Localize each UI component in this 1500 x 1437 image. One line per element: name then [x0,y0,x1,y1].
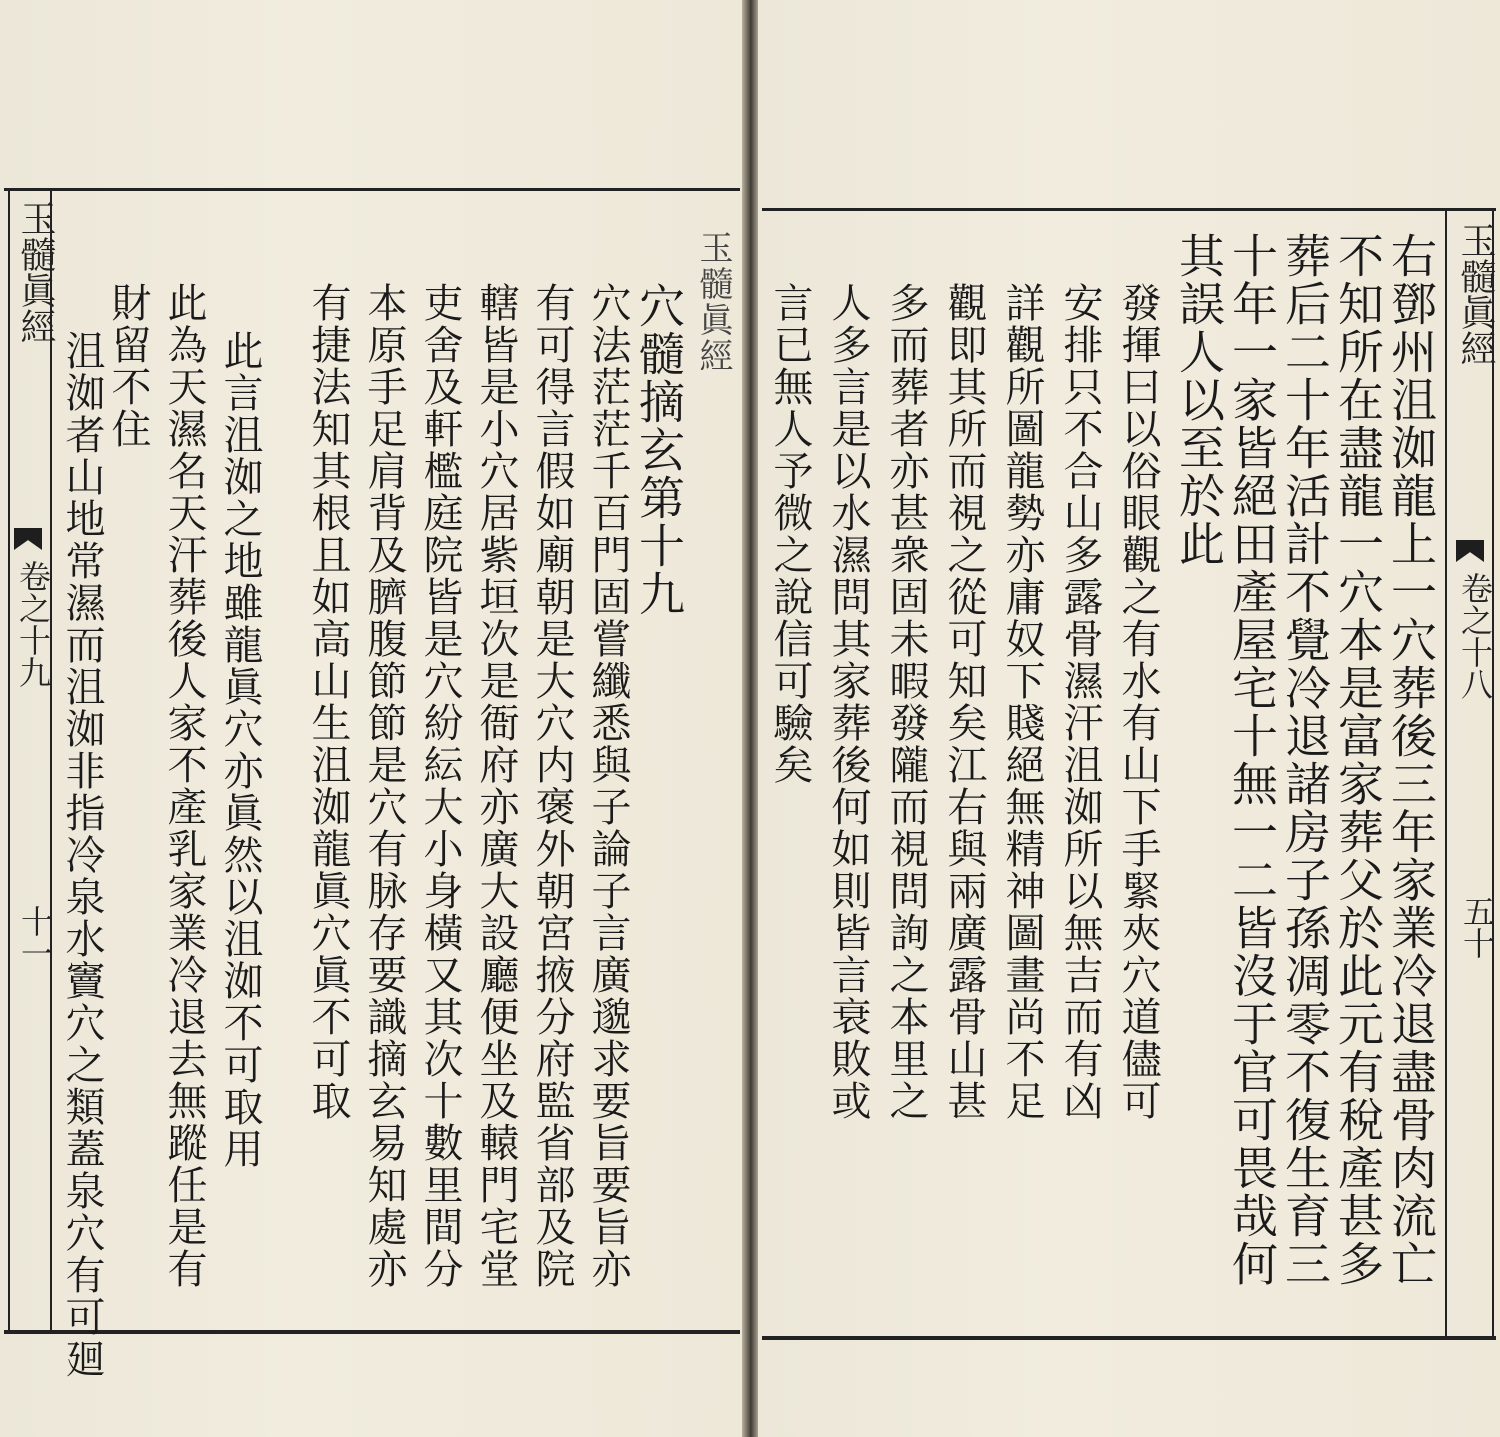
right-col-4: 十年一家皆絕田產屋宅十無一二皆沒于官可畏哉何 [1225,232,1279,1288]
left-col-9: 此為天濕名天汗葬後人家不產乳家業冷退去無蹤任是有 [161,282,207,1290]
left-col-3: 有可得言假如廟朝是大穴内褒外朝宮掖分府監省部及院 [529,282,575,1290]
left-col-10: 財留不住 [105,282,151,450]
right-col-10: 多而葬者亦甚衆固未暇發隴而視問詢之本里之 [883,282,929,1122]
left-col-1: 穴髓摘玄第十九 [632,282,686,618]
left-col-2: 穴法茫茫千百門固嘗纖悉與子論子言廣邈求要旨要旨亦 [585,282,631,1290]
left-margin-chapter: 卷之十九 [14,560,52,688]
right-col-11: 人多言是以水濕問其家葬後何如則皆言衰敗或 [825,282,871,1122]
left-bottom-rule [4,1330,740,1334]
left-running-head: 玉髓眞經 [693,230,733,374]
left-folio: 十一 [16,905,54,969]
right-folio: 五十 [1458,895,1496,959]
left-col-4: 轄皆是小穴居紫垣次是衙府亦廣大設廳便坐及轅門宅堂 [473,282,519,1290]
right-margin-line [1445,208,1447,1338]
right-bottom-rule [762,1336,1496,1340]
left-top-rule [4,188,740,191]
left-margin-line [50,188,52,1334]
right-col-7: 安排只不合山多露骨濕汗沮洳所以無吉而有凶 [1057,282,1103,1122]
right-col-3: 葬后二十年活計不覺冷退諸房子孫凋零不復生育三 [1278,232,1332,1288]
right-col-1: 右鄧州沮洳龍上一穴葬後三年家業冷退盡骨肉流亡 [1384,232,1438,1288]
right-col-6: 發揮曰以俗眼觀之有水有山下手緊夾穴道儘可 [1115,282,1161,1122]
right-top-rule [762,208,1496,211]
left-col-5: 吏舍及軒檻庭院皆是穴紛紜大小身橫又其次十數里間分 [417,282,463,1290]
right-col-5: 其誤人以至於此 [1172,232,1226,568]
right-col-2: 不知所在盡龍一穴本是富家葬父於此元有稅產甚多 [1331,232,1385,1288]
left-margin-title: 玉髓眞經 [15,200,56,344]
left-col-6: 本原手足肩背及臍腹節節是穴有脉存要識摘玄易知處亦 [361,282,407,1290]
left-outer-line [8,188,10,1334]
left-col-8: 此言沮洳之地雖龍眞穴亦眞然以沮洳不可取用 [217,330,263,1170]
right-col-12: 言已無人予微之說信可驗矣 [767,282,813,786]
right-margin-title: 玉髓眞經 [1455,222,1496,366]
right-margin-chapter: 卷之十八 [1456,572,1494,700]
book-gutter [742,0,758,1437]
left-col-11: 沮洳者山地常濕而沮洳非指冷泉水竇穴之類蓋泉穴有可廻 [59,330,105,1380]
right-col-9: 觀即其所而視之從可知矣江右與兩廣露骨山甚 [941,282,987,1122]
right-col-8: 詳觀所圖龍勢亦庸奴下賤絕無精神圖畫尚不足 [999,282,1045,1122]
right-outer-line [1492,208,1494,1338]
left-col-7: 有捷法知其根且如高山生沮洳龍眞穴眞不可取 [305,282,351,1122]
